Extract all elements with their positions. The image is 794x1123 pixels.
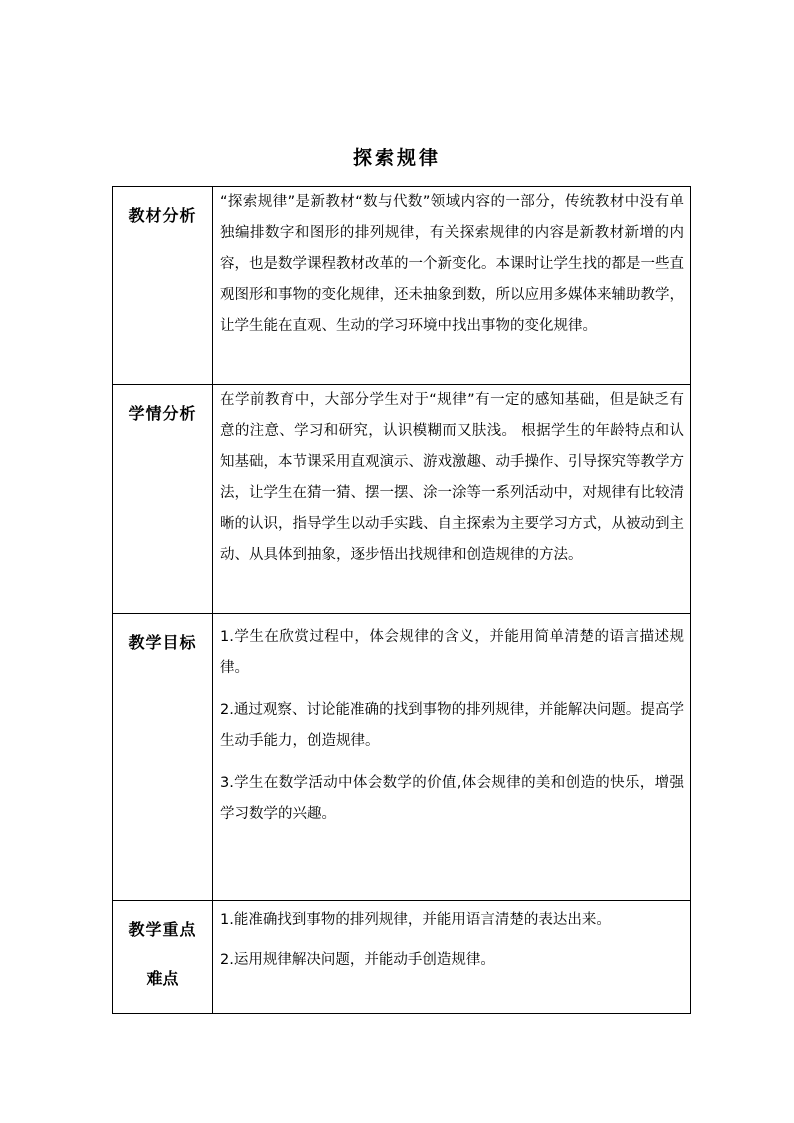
table-row-key-points <box>113 901 691 1014</box>
table-row-student-analysis <box>113 385 691 614</box>
row-label-key-points: 教学重点 <box>128 920 197 939</box>
key-point-item: 2.运用规律解决问题，并能动手创造规律。 <box>220 952 495 968</box>
row-label-cell <box>113 385 213 614</box>
row-content-cell <box>213 614 691 901</box>
row-label-cell <box>113 187 213 385</box>
row-content-cell <box>213 901 691 1014</box>
row-label-student-analysis: 学情分析 <box>128 404 197 423</box>
teaching-goal-item: 2.通过观察、讨论能准确的找到事物的排列规律，并能解决问题。提高学生动手能力，创造规律。 <box>220 702 684 749</box>
key-point-item: 1.能准确找到事物的排列规律，并能用语言清楚的表达出来。 <box>220 912 611 928</box>
row-label-difficulties: 难点 <box>146 969 179 988</box>
row-label-teaching-goals: 教学目标 <box>128 633 197 652</box>
lesson-plan-table <box>112 186 691 1014</box>
teaching-goal-item: 3.学生在数学活动中体会数学的价值,体会规律的美和创造的快乐，增强学习数学的兴趣。 <box>220 775 684 822</box>
textbook-analysis-text: “探索规律”是新教材“数与代数”领域内容的一部分，传统教材中没有单独编排数字和图形的排列规律，有关探索规律的内容是新教材新增的内容，也是数学课程教材改革的一个新变化。本课时让学生找的都是一些直观图形和事物的变化规律，还未抽象到数，所以应用多媒体来辅助教学，让学生能在直观、生动的学习环境中找出事物的变化规律。 <box>220 194 684 334</box>
teaching-goal-item: 1.学生在欣赏过程中，体会规律的含义，并能用简单清楚的语言描述规律。 <box>220 629 684 676</box>
row-content-cell <box>213 385 691 614</box>
student-analysis-text: 在学前教育中，大部分学生对于“规律”有一定的感知基础，但是缺乏有意的注意、学习和研究，认识模糊而又肤浅。 根据学生的年龄特点和认知基础，本节课采用直观演示、游戏激趣、动手操作、引导探究等教学方法，让学生在猜一猜、摆一摆、涂一涂等一系列活动中，对规律有比较清晰的认识，指导学生以动手实践、自主探索为主要学习方式，从被动到主动、从具体到抽象，逐步悟出找规律和创造规律的方法。 <box>220 392 684 563</box>
row-label-cell <box>113 901 213 1014</box>
document-title: 探索规律 <box>352 147 441 169</box>
row-label-textbook-analysis: 教材分析 <box>128 206 197 225</box>
row-content-cell <box>213 187 691 385</box>
table-row-teaching-goals <box>113 614 691 901</box>
row-label-cell <box>113 614 213 901</box>
table-row-textbook-analysis <box>113 187 691 385</box>
